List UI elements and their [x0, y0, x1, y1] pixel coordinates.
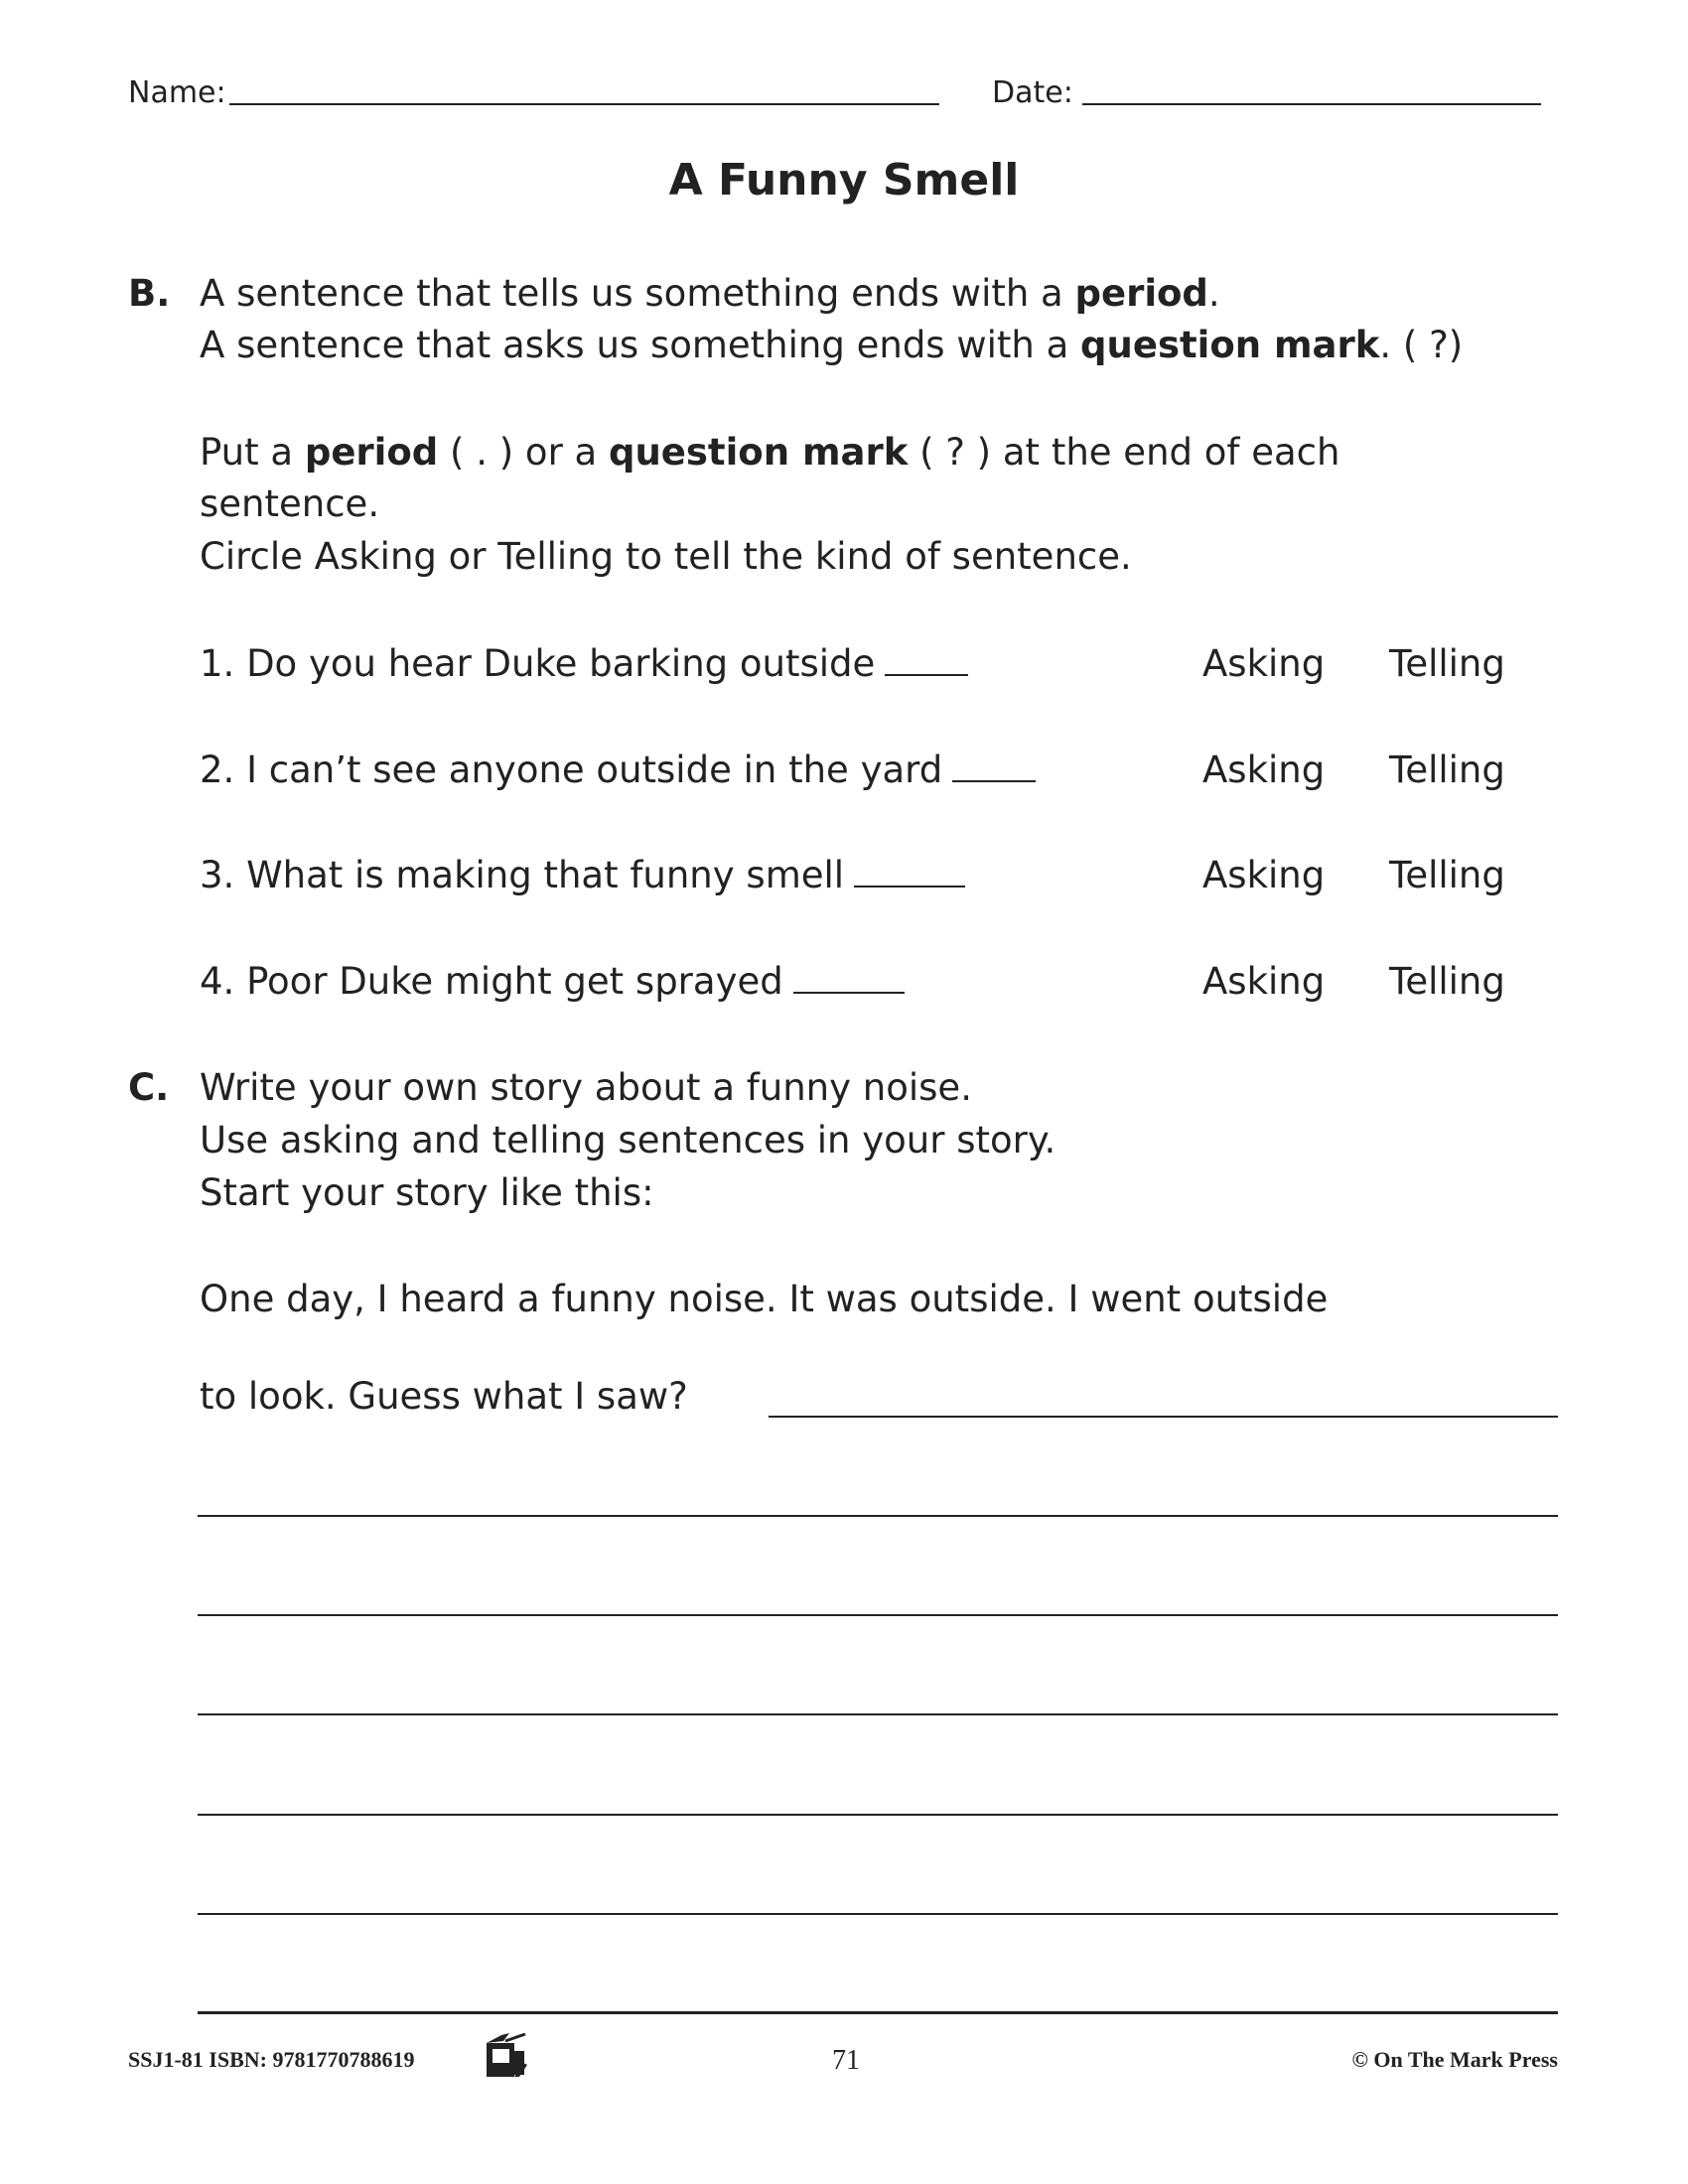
asking-option[interactable]: Asking [1202, 642, 1326, 685]
instruction-1: Put a period ( . ) or a question mark ( ? ) at the end of each [200, 431, 1340, 474]
date-label: Date: [992, 75, 1073, 110]
question-item: 1. Do you hear Duke barking outside [200, 638, 968, 690]
date-field-line[interactable] [1082, 103, 1541, 105]
section-c-letter: C. [128, 1066, 170, 1109]
answer-blank[interactable] [854, 850, 965, 887]
asking-option[interactable]: Asking [1202, 960, 1326, 1003]
answer-blank[interactable] [793, 956, 905, 994]
name-field-line[interactable] [229, 103, 939, 105]
telling-option[interactable]: Telling [1389, 642, 1505, 685]
writing-line[interactable] [769, 1416, 1558, 1418]
story-starter-2: to look. Guess what I saw? [200, 1375, 688, 1418]
instruction-2: sentence. [200, 482, 380, 525]
story-starter-1: One day, I heard a funny noise. It was outside. I went outside [200, 1278, 1329, 1320]
page-number: 71 [832, 2045, 860, 2076]
rule-question: A sentence that asks us something ends with a question mark. ( ?) [200, 324, 1464, 366]
writing-line[interactable] [198, 1614, 1558, 1616]
telling-option[interactable]: Telling [1389, 960, 1505, 1003]
story-instruction-2: Use asking and telling sentences in your story. [200, 1119, 1056, 1161]
asking-option[interactable]: Asking [1202, 749, 1326, 791]
name-label: Name: [128, 75, 226, 110]
rule-period: A sentence that tells us something ends with a period. [200, 272, 1220, 315]
writing-line[interactable] [198, 1913, 1558, 1915]
story-instruction-1: Write your own story about a funny noise. [200, 1066, 972, 1109]
instruction-3: Circle Asking or Telling to tell the kind of sentence. [200, 535, 1132, 578]
telling-option[interactable]: Telling [1389, 854, 1505, 896]
footer-code: SSJ1-81 ISBN: 9781770788619 [128, 2047, 415, 2072]
writing-line[interactable] [198, 1814, 1558, 1816]
writing-line[interactable] [198, 1713, 1558, 1715]
answer-blank[interactable] [885, 638, 968, 676]
writing-line[interactable] [198, 1515, 1558, 1517]
question-item: 4. Poor Duke might get sprayed [200, 956, 905, 1008]
section-b-letter: B. [128, 272, 171, 315]
book-logo-icon [484, 2033, 583, 2079]
telling-option[interactable]: Telling [1389, 749, 1505, 791]
writing-line[interactable] [198, 2011, 1558, 2014]
story-instruction-3: Start your story like this: [200, 1171, 654, 1214]
answer-blank[interactable] [952, 745, 1036, 782]
question-item: 2. I can’t see anyone outside in the yard [200, 745, 1036, 796]
question-item: 3. What is making that funny smell [200, 850, 965, 901]
footer-copyright: © On The Mark Press [1351, 2047, 1558, 2072]
page-title: A Funny Smell [668, 155, 1020, 205]
asking-option[interactable]: Asking [1202, 854, 1326, 896]
